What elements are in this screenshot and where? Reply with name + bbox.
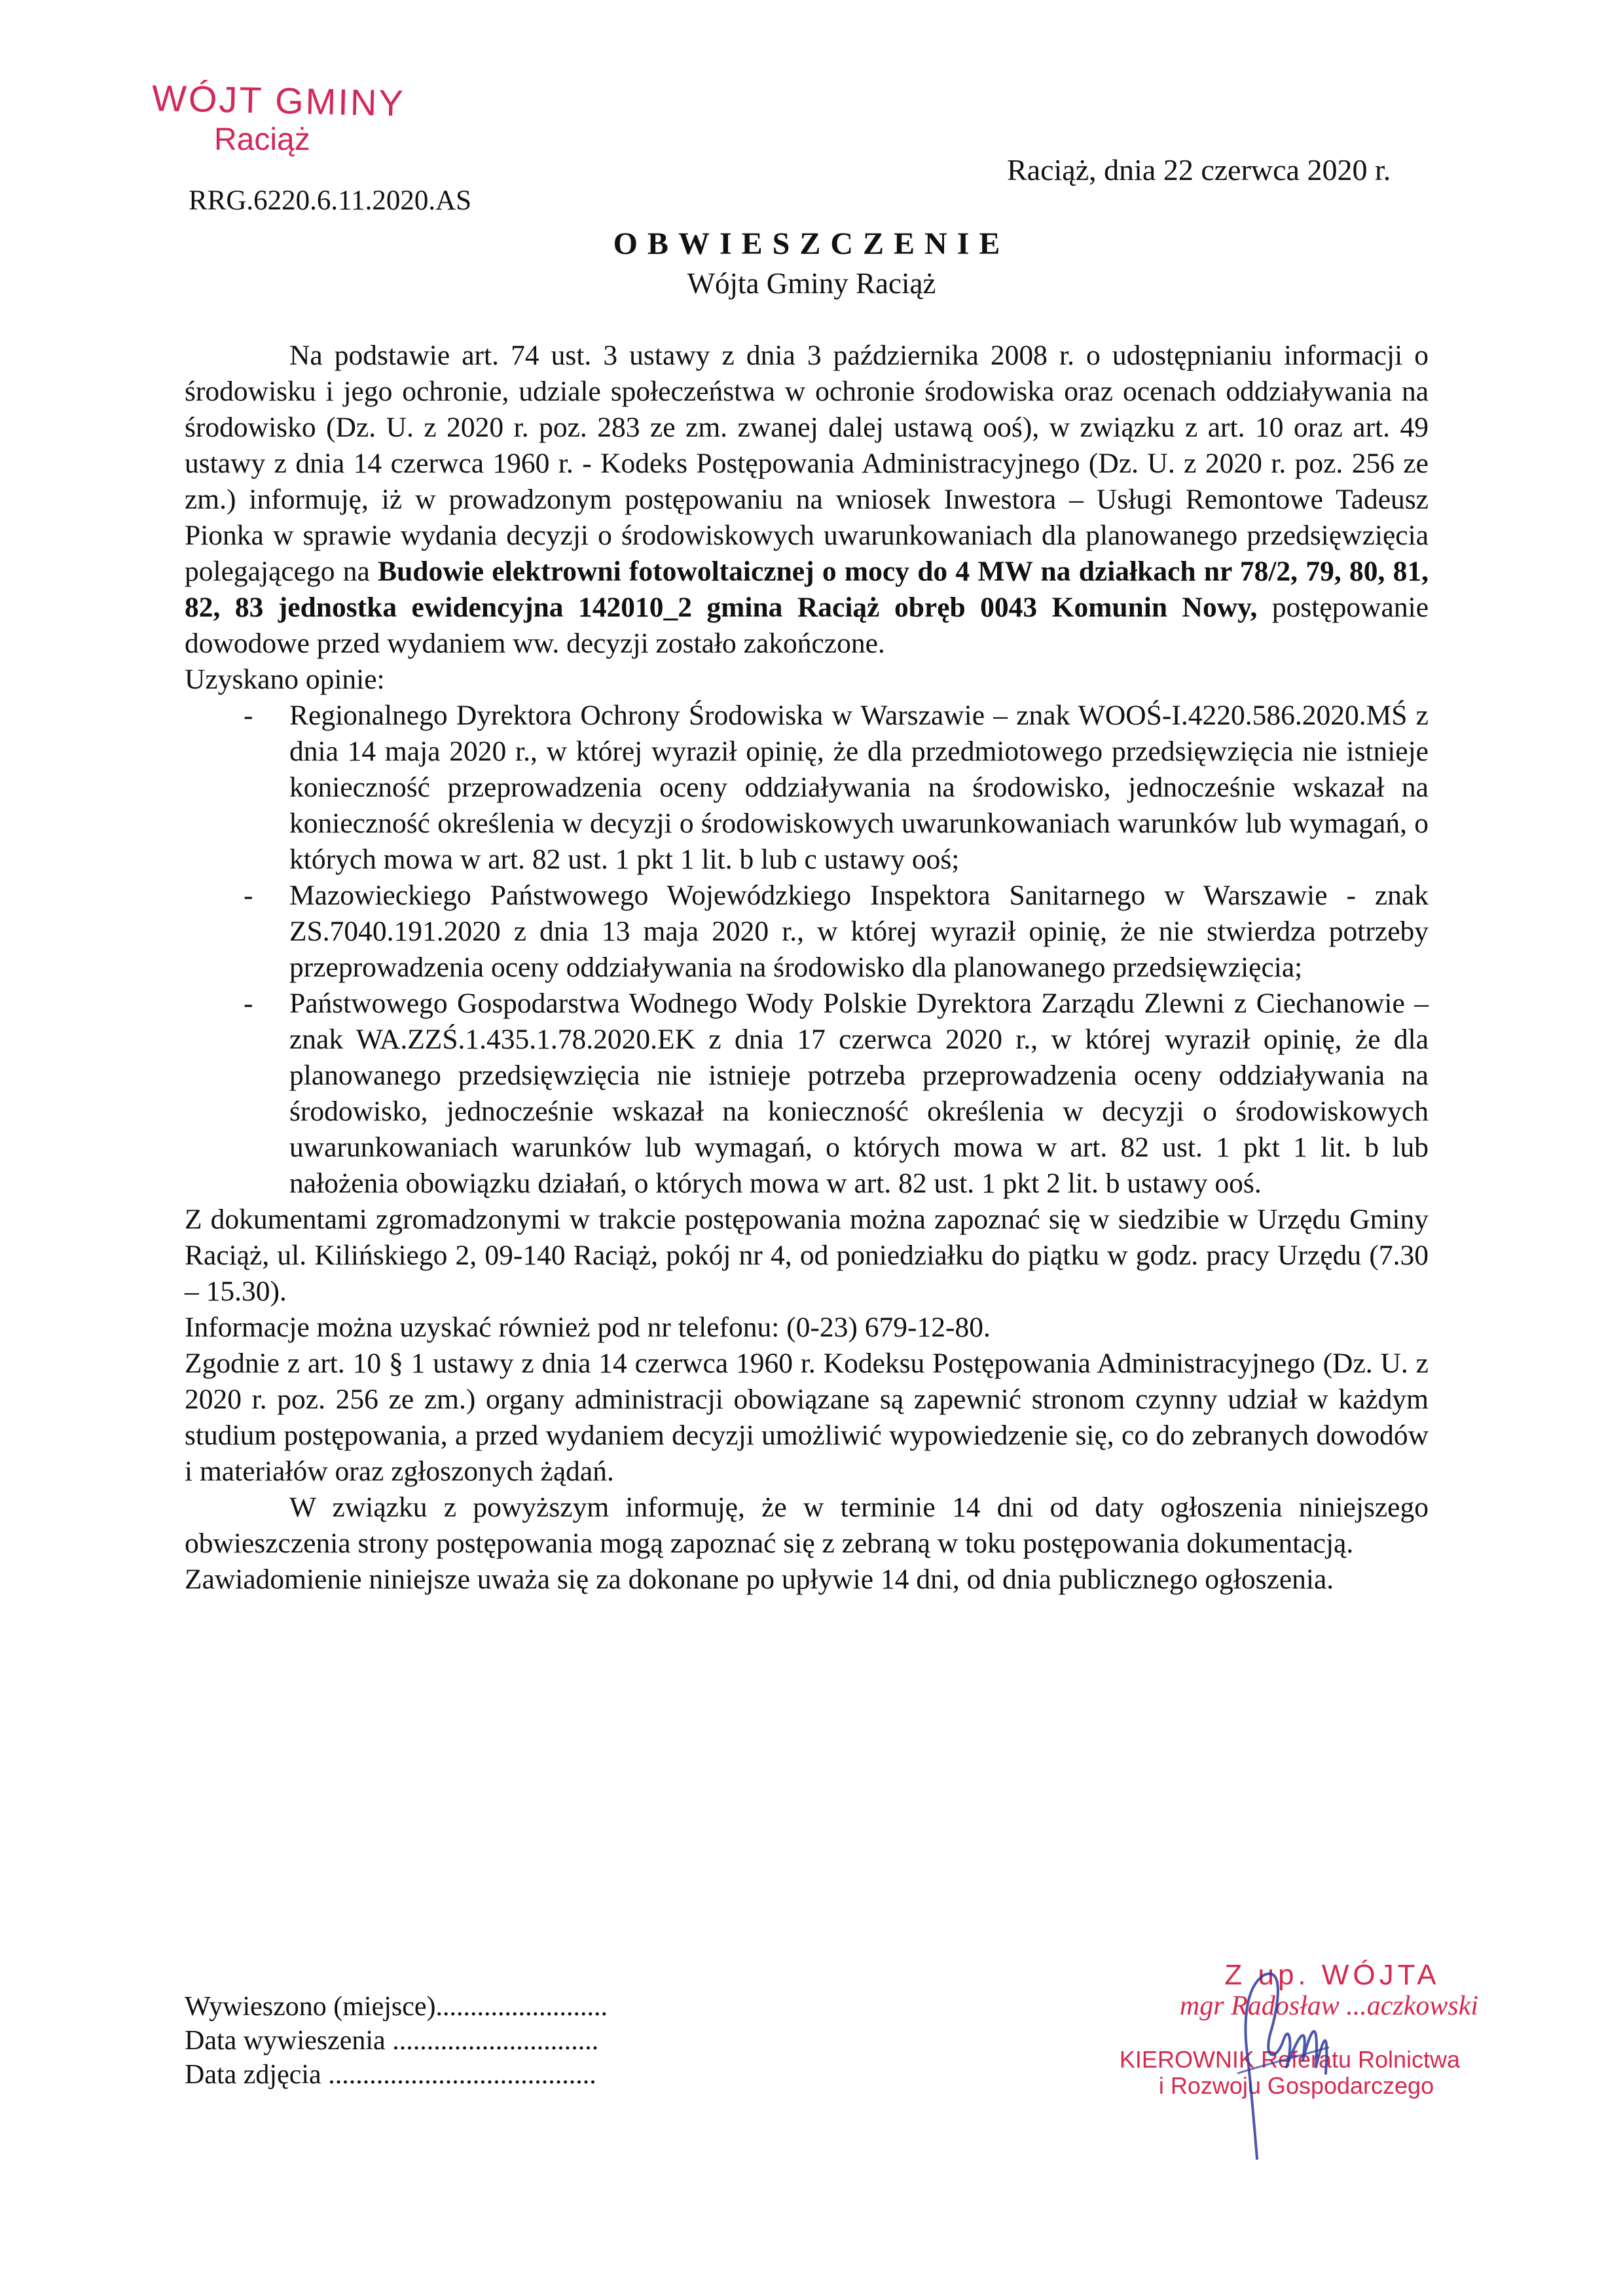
opinion-text: Regionalnego Dyrektora Ochrony Środowiska w Warszawie – znak WOOŚ-I.4220.586.2020.MŚ z dnia 14 maja 2020 r., w której wyraził opinię, że dla przedmiotowego przedsięwzięcia nie istnieje konieczność przeprowadzenia oceny oddziaływania na środowisko, jednocześnie wskazał na konieczność określenia w decyzji o środowiskowych uwarunkowaniach warunków lub wymagań, o których mowa w art. 82 ust. 1 pkt 1 lit. b lub c ustawy ooś;	[289, 700, 1429, 875]
stamp-authorization: Z up. WÓJTA	[1224, 1959, 1440, 1991]
handwritten-signature-icon	[1218, 1962, 1349, 2165]
intro-text: Na podstawie art. 74 ust. 3 ustawy z dnia 3 października 2008 r. o udostępnianiu informacji o środowisku i jego ochronie, udziale społeczeństwa w ochronie środowiska oraz ocenach oddziaływania na środowisko (Dz. U. z 2020 r. poz. 283 ze zm. zwanej dalej ustawą ooś), w związku z art. 10 oraz art. 49 ustawy z dnia 14 czerwca 1960 r. - Kodeks Postępowania Administracyjnego (Dz. U. z 2020 r. poz. 256 ze zm.) informuję, iż w prowadzonym postępowaniu na wniosek Inwestora – Usługi Remontowe Tadeusz Pionka w sprawie wydania decyzji o środowiskowych uwarunkowaniach dla planowanego przedsięwzięcia polegającego na	[185, 340, 1429, 587]
stamp-line-office: WÓJT GMINY	[151, 77, 406, 124]
opinion-text: Państwowego Gospodarstwa Wodnego Wody Polskie Dyrektora Zarządu Zlewni z Ciechanowie – znak WA.ZZŚ.1.435.1.78.2020.EK z dnia 17 czerwca 2020 r., w której wyraził opinię, że dla planowanego przedsięwzięcia nie istnieje potrzeba przeprowadzenia oceny oddziaływania na środowisko, jednocześnie wskazał na konieczność określenia w decyzji o środowiskowych uwarunkowaniach warunków lub wymagań, o których mowa w art. 82 ust. 1 pkt 1 lit. b lub nałożenia obowiązku działań, o których mowa w art. 82 ust. 1 pkt 2 lit. b ustawy ooś.	[289, 988, 1429, 1199]
phone-paragraph: Informacje można uzyskać również pod nr telefonu: (0-23) 679-12-80.	[185, 1312, 991, 1343]
opinion-item	[185, 986, 1429, 1202]
stamp-position: KIEROWNIK Referatu Rolnictwa	[1119, 2046, 1461, 2073]
opinions-list	[185, 698, 1429, 1202]
removal-date-field: Data zdjęcia .......................................	[185, 2060, 596, 2090]
opinion-item	[185, 698, 1429, 878]
deadline-paragraph: W związku z powyższym informuję, że w terminie 14 dni od daty ogłoszenia niniejszego obwieszczenia strony postępowania mogą zapoznać się z zebraną w toku postępowania dokumentacją.	[185, 1492, 1429, 1559]
document-title: OBWIESZCZENIE	[613, 226, 1010, 261]
project-description: Budowie elektrowni fotowoltaicznej o mocy do 4 MW na działkach nr 78/2, 79, 80, 81, 82, 83 jednostka ewidencyjna 142010_2 gmina Raciąż obręb 0043 Komunin Nowy,	[185, 556, 1429, 623]
notice-paragraph: Zawiadomienie niniejsze uważa się za dokonane po upływie 14 dni, od dnia publicznego ogłoszenia.	[185, 1564, 1334, 1595]
list-dash: -	[244, 880, 253, 911]
stamp-department: i Rozwoju Gospodarczego	[1158, 2072, 1434, 2099]
document-body	[185, 338, 1429, 1598]
kpa-paragraph: Zgodnie z art. 10 § 1 ustawy z dnia 14 czerwca 1960 r. Kodeksu Postępowania Administracyjnego (Dz. U. z 2020 r. poz. 256 ze zm.) organy administracji obowiązane są zapewnić stronom czynny udział w każdym studium postępowania, a przed wydaniem decyzji umożliwić wypowiedzenie się, co do zebranych dowodów i materiałów oraz zgłoszonych żądań.	[185, 1348, 1429, 1487]
reference-number: RRG.6220.6.11.2020.AS	[189, 185, 472, 216]
place-and-date: Raciąż, dnia 22 czerwca 2020 r.	[1007, 153, 1391, 187]
documents-paragraph: Z dokumentami zgromadzonymi w trakcie postępowania można zapoznać się w siedzibie w Urzędu Gminy Raciąż, ul. Kilińskiego 2, 09-140 Raciąż, pokój nr 4, od poniedziałku do piątku w godz. pracy Urzędu (7.30 – 15.30).	[185, 1204, 1429, 1307]
list-dash: -	[244, 988, 253, 1019]
list-dash: -	[244, 700, 253, 731]
intro-paragraph	[185, 338, 1429, 662]
stamp-line-town: Raciąż	[214, 122, 310, 157]
intro-conclusion: postępowanie dowodowe przed wydaniem ww. decyzji zostało zakończone.	[185, 592, 1429, 659]
opinion-text: Mazowieckiego Państwowego Wojewódzkiego Inspektora Sanitarnego w Warszawie - znak ZS.7040.191.2020 z dnia 13 maja 2020 r., w której wyraził opinię, że nie stwierdza potrzeby przeprowadzenia oceny oddziaływania na środowisko dla planowanego przedsięwzięcia;	[289, 880, 1429, 983]
opinion-item	[185, 878, 1429, 986]
stamp-signatory-name: mgr Radosław ...aczkowski	[1179, 1991, 1479, 2021]
posting-place-field: Wywieszono (miejsce).........................	[185, 1992, 608, 2022]
posting-record	[185, 1990, 608, 2092]
header-stamp	[152, 77, 405, 158]
opinions-heading: Uzyskano opinie:	[185, 664, 385, 695]
document-subtitle: Wójta Gminy Raciąż	[687, 267, 936, 300]
posting-date-field: Data wywieszenia ..............................	[185, 2026, 599, 2056]
